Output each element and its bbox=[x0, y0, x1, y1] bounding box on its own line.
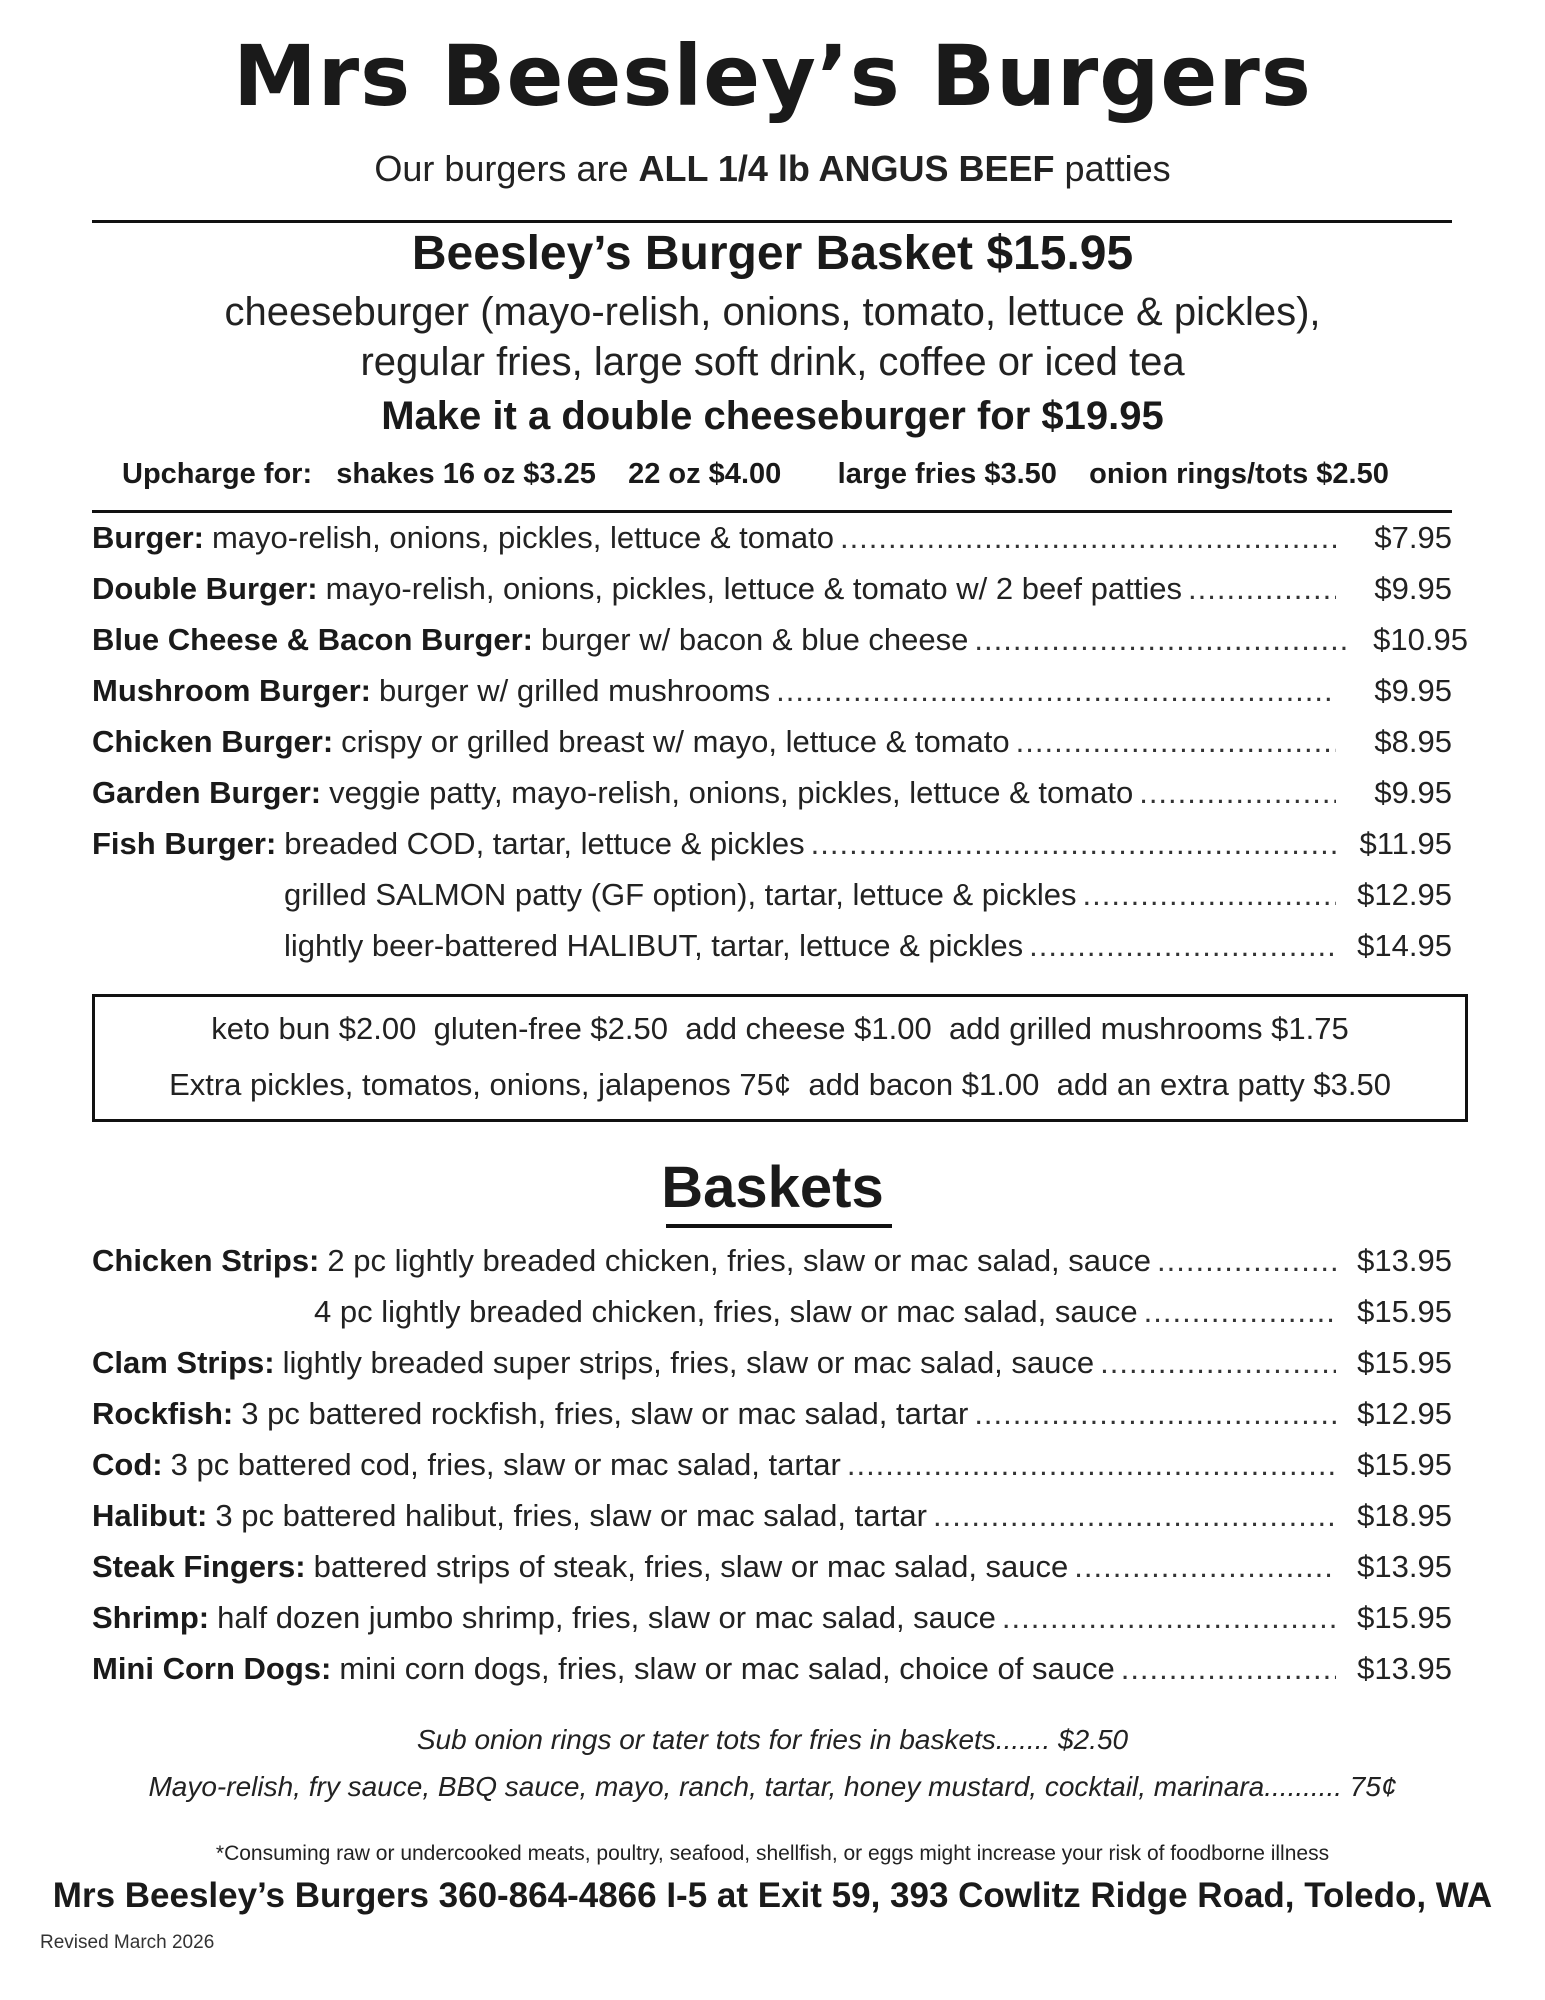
dot-leader bbox=[1139, 775, 1336, 811]
menu-item bbox=[92, 622, 1468, 666]
food-safety-disclaimer: *Consuming raw or undercooked meats, poultry, seafood, shellfish, or eggs might increase your risk of foodborne illness bbox=[215, 1842, 1330, 1865]
burger-basket-desc-1: cheeseburger (mayo-relish, onions, tomato, lettuce & pickles), bbox=[224, 290, 1321, 334]
dot-leader bbox=[1144, 1294, 1336, 1330]
upcharge-line: Upcharge for: shakes 16 oz $3.25 22 oz $4.00 large fries $3.50 onion rings/tots $2.50 bbox=[122, 458, 1389, 490]
menu-item bbox=[314, 1294, 1452, 1338]
item-price: $12.95 bbox=[1357, 1396, 1452, 1431]
item-price: $9.95 bbox=[1374, 775, 1452, 810]
item-price: $9.95 bbox=[1374, 673, 1452, 708]
menu-item bbox=[92, 571, 1452, 615]
item-name: Garden Burger: bbox=[92, 775, 322, 810]
item-name: Clam Strips: bbox=[92, 1345, 275, 1380]
item-price: $13.95 bbox=[1357, 1549, 1452, 1584]
item-price: $15.95 bbox=[1357, 1447, 1452, 1482]
item-desc: mayo-relish, onions, pickles, lettuce & tomato w/ 2 beef patties bbox=[325, 571, 1182, 606]
burger-basket-desc-2: regular fries, large soft drink, coffee or iced tea bbox=[360, 340, 1185, 384]
menu-item bbox=[92, 1345, 1452, 1389]
item-price: $15.95 bbox=[1357, 1294, 1452, 1329]
dot-leader bbox=[974, 1396, 1336, 1432]
footer-contact: Mrs Beesley’s Burgers 360-864-4866 I-5 at Exit 59, 393 Cowlitz Ridge Road, Toledo, WA bbox=[52, 1876, 1493, 1915]
baskets-heading: Baskets bbox=[661, 1155, 884, 1220]
dot-leader bbox=[776, 673, 1336, 709]
item-desc: lightly breaded super strips, fries, slaw or mac salad, sauce bbox=[282, 1345, 1095, 1380]
menu-item bbox=[284, 877, 1452, 921]
menu-item bbox=[92, 826, 1452, 870]
item-name: Blue Cheese & Bacon Burger: bbox=[92, 622, 533, 657]
dot-leader bbox=[811, 826, 1336, 862]
item-price: $10.95 bbox=[1373, 622, 1468, 657]
item-desc: 3 pc battered rockfish, fries, slaw or mac salad, tartar bbox=[241, 1396, 969, 1431]
menu-item bbox=[92, 520, 1452, 564]
dot-leader bbox=[1083, 877, 1336, 913]
item-price: $12.95 bbox=[1357, 877, 1452, 912]
tagline-post: patties bbox=[1054, 148, 1171, 189]
item-desc: veggie patty, mayo-relish, onions, pickles, lettuce & tomato bbox=[329, 775, 1134, 810]
item-desc: lightly beer-battered HALIBUT, tartar, lettuce & pickles bbox=[284, 928, 1024, 963]
menu-item bbox=[92, 1498, 1452, 1542]
item-name: Chicken Strips: bbox=[92, 1243, 320, 1278]
baskets-note-sub: Sub onion rings or tater tots for fries in baskets....... $2.50 bbox=[416, 1724, 1129, 1755]
item-name: Fish Burger: bbox=[92, 826, 277, 861]
dot-leader bbox=[1016, 724, 1336, 760]
extras-line-1: keto bun $2.00 gluten-free $2.50 add cheese $1.00 add grilled mushrooms $1.75 bbox=[211, 1011, 1349, 1046]
menu-item bbox=[92, 1549, 1452, 1593]
baskets-note-sauces: Mayo-relish, fry sauce, BBQ sauce, mayo, ranch, tartar, honey mustard, cocktail, marinara.......... 75¢ bbox=[148, 1771, 1397, 1802]
item-desc: mayo-relish, onions, pickles, lettuce & tomato bbox=[211, 520, 834, 555]
item-price: $14.95 bbox=[1357, 928, 1452, 963]
menu-item bbox=[92, 1447, 1452, 1491]
tagline-pre: Our burgers are bbox=[374, 148, 639, 189]
menu-item bbox=[92, 775, 1452, 819]
tagline bbox=[0, 148, 1545, 190]
item-name: Chicken Burger: bbox=[92, 724, 334, 759]
item-name: Mini Corn Dogs: bbox=[92, 1651, 332, 1686]
dot-leader bbox=[1029, 928, 1336, 964]
item-desc: mini corn dogs, fries, slaw or mac salad, choice of sauce bbox=[339, 1651, 1115, 1686]
item-price: $13.95 bbox=[1357, 1651, 1452, 1686]
item-name: Steak Fingers: bbox=[92, 1549, 306, 1584]
item-name: Rockfish: bbox=[92, 1396, 234, 1431]
dot-leader bbox=[1188, 571, 1336, 607]
item-desc: 2 pc lightly breaded chicken, fries, slaw or mac salad, sauce bbox=[327, 1243, 1152, 1278]
revised-date: Revised March 2026 bbox=[40, 1932, 215, 1953]
item-name: Cod: bbox=[92, 1447, 163, 1482]
menu-item bbox=[92, 1651, 1452, 1695]
item-name: Halibut: bbox=[92, 1498, 208, 1533]
divider-top bbox=[92, 220, 1452, 223]
restaurant-title: Mrs Beesley’s Burgers bbox=[233, 27, 1312, 125]
baskets-heading-underline bbox=[666, 1224, 892, 1228]
dot-leader bbox=[840, 520, 1336, 556]
item-name: Burger: bbox=[92, 520, 204, 555]
item-price: $11.95 bbox=[1359, 826, 1452, 861]
item-price: $13.95 bbox=[1357, 1243, 1452, 1278]
item-name: Shrimp: bbox=[92, 1600, 210, 1635]
menu-item bbox=[92, 1243, 1452, 1287]
item-price: $8.95 bbox=[1374, 724, 1452, 759]
menu-item bbox=[92, 724, 1452, 768]
item-price: $15.95 bbox=[1357, 1345, 1452, 1380]
divider-burgers bbox=[92, 510, 1452, 513]
item-name: Mushroom Burger: bbox=[92, 673, 371, 708]
dot-leader bbox=[974, 622, 1352, 658]
item-desc: breaded COD, tartar, lettuce & pickles bbox=[284, 826, 805, 861]
tagline-bold: ALL 1/4 lb ANGUS BEEF bbox=[638, 148, 1055, 189]
extras-line-2: Extra pickles, tomatos, onions, jalapenos 75¢ add bacon $1.00 add an extra patty $3.50 bbox=[169, 1067, 1391, 1102]
item-desc: burger w/ grilled mushrooms bbox=[379, 673, 771, 708]
menu-item bbox=[92, 1396, 1452, 1440]
item-price: $7.95 bbox=[1374, 520, 1452, 555]
item-desc: 3 pc battered cod, fries, slaw or mac salad, tartar bbox=[170, 1447, 841, 1482]
item-price: $18.95 bbox=[1357, 1498, 1452, 1533]
item-price: $9.95 bbox=[1374, 571, 1452, 606]
item-desc: 3 pc battered halibut, fries, slaw or mac salad, tartar bbox=[215, 1498, 927, 1533]
extras-box bbox=[92, 994, 1468, 1122]
item-desc: grilled SALMON patty (GF option), tartar, lettuce & pickles bbox=[284, 877, 1077, 912]
menu-item bbox=[284, 928, 1452, 972]
dot-leader bbox=[933, 1498, 1336, 1534]
item-name: Double Burger: bbox=[92, 571, 318, 606]
dot-leader bbox=[1002, 1600, 1336, 1636]
menu-item bbox=[92, 673, 1452, 717]
item-desc: battered strips of steak, fries, slaw or mac salad, sauce bbox=[313, 1549, 1069, 1584]
item-desc: 4 pc lightly breaded chicken, fries, slaw or mac salad, sauce bbox=[314, 1294, 1138, 1329]
dot-leader bbox=[1074, 1549, 1336, 1585]
item-desc: burger w/ bacon & blue cheese bbox=[541, 622, 969, 657]
item-desc: half dozen jumbo shrimp, fries, slaw or mac salad, sauce bbox=[217, 1600, 996, 1635]
dot-leader bbox=[847, 1447, 1336, 1483]
burger-basket-title: Beesley’s Burger Basket $15.95 bbox=[411, 227, 1134, 280]
dot-leader bbox=[1121, 1651, 1336, 1687]
dot-leader bbox=[1157, 1243, 1336, 1279]
dot-leader bbox=[1100, 1345, 1336, 1381]
item-price: $15.95 bbox=[1357, 1600, 1452, 1635]
item-desc: crispy or grilled breast w/ mayo, lettuce & tomato bbox=[341, 724, 1010, 759]
menu-item bbox=[92, 1600, 1452, 1644]
double-cheeseburger-offer: Make it a double cheeseburger for $19.95 bbox=[381, 394, 1164, 438]
